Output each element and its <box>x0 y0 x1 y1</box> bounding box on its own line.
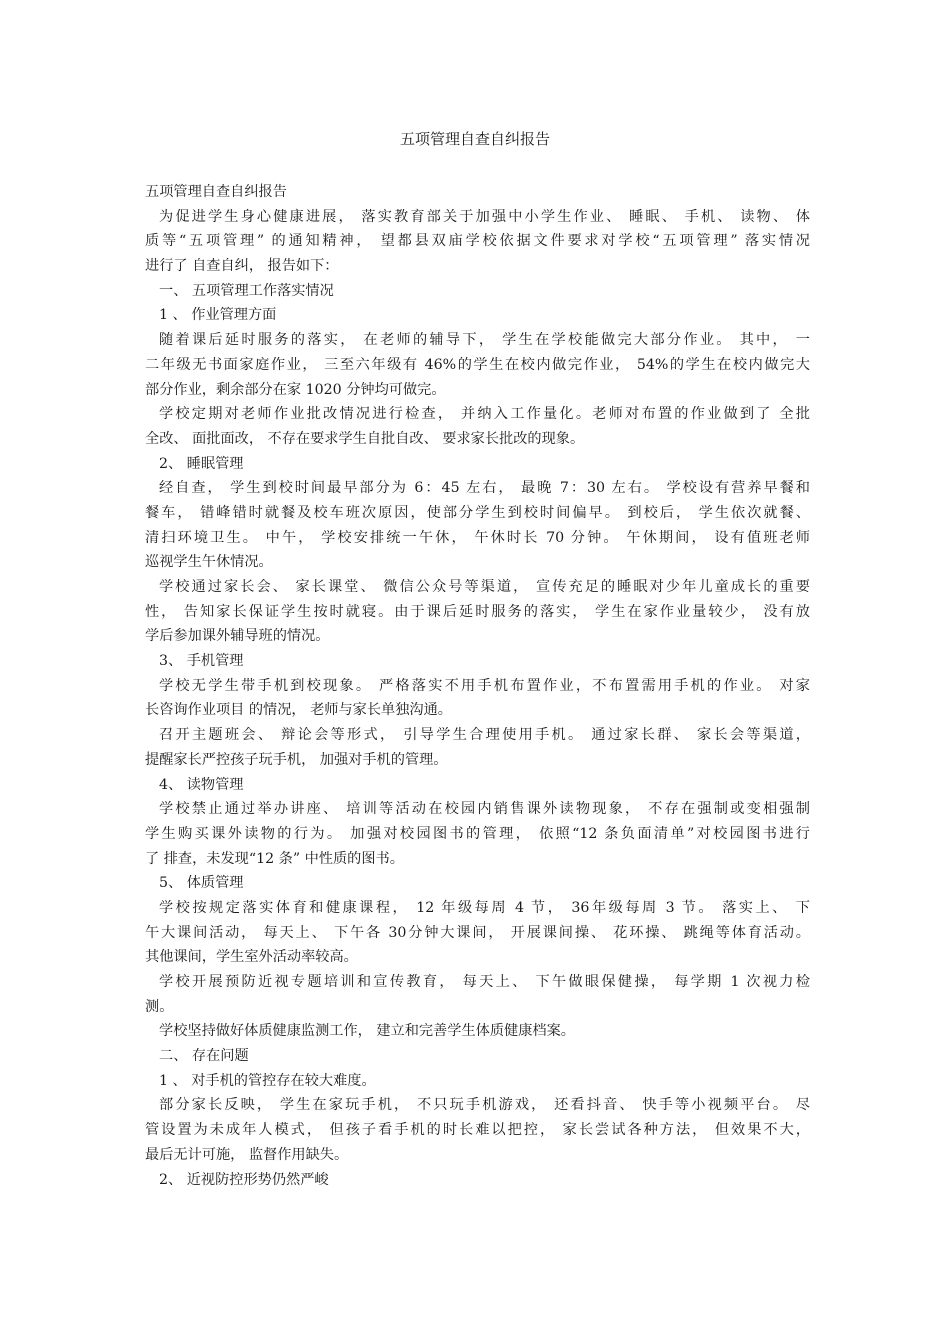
paragraph-line: 学校定期对老师作业批改情况进行检查， 并纳入工作量化。老师对布置的作业做到了 全批 <box>159 406 810 423</box>
paragraph-line: 午大课间活动， 每天上、 下午各 30分钟大课间， 开展课间操、 花环操、 跳绳等体育活动。 <box>145 924 810 941</box>
paragraph-line: 其他课间，学生室外活动率较高。 <box>145 949 358 966</box>
paragraph-line: 部分家长反映， 学生在家玩手机， 不只玩手机游戏， 还看抖音、 快手等小视频平台。 尽 <box>159 1097 810 1114</box>
paragraph-line: 学校开展预防近视专题培训和宣传教育， 每天上、 下午做眼保健操， 每学期 1 次视力检 <box>159 974 810 990</box>
paragraph-line: 学校按规定落实体育和健康课程， 12 年级每周 4 节， 36年级每周 3 节。 落实上、 下 <box>159 899 810 916</box>
paragraph-line: 为促进学生身心健康进展， 落实教育部关于加强中小学生作业、 睡眠、 手机、 读物、 体 <box>159 208 810 225</box>
subsection-heading: 3、 手机管理 <box>159 653 244 670</box>
paragraph-line: 进行了 自查自纠， 报告如下： <box>145 258 339 275</box>
paragraph-line: 最后无计可施， 监督作用缺失。 <box>145 1146 349 1163</box>
section-heading: 一、 五项管理工作落实情况 <box>159 282 334 299</box>
document-title: 五项管理自查自纠报告 <box>399 130 550 148</box>
paragraph-line: 提醒家长严控孩子玩手机， 加强对手机的管理。 <box>145 751 448 768</box>
subsection-heading: 1 、 作业管理方面 <box>159 307 277 324</box>
paragraph-line: 测。 <box>145 998 174 1015</box>
subsection-heading: 2、 睡眠管理 <box>159 455 244 472</box>
paragraph-line: 学后参加课外辅导班的情况。 <box>145 628 330 645</box>
paragraph-line: 召开主题班会、 辩论会等形式， 引导学生合理使用手机。 通过家长群、 家长会等渠道， <box>159 727 810 744</box>
paragraph-line: 全改、 面批面改， 不存在要求学生自批自改、 要求家长批改的现象。 <box>145 430 585 447</box>
paragraph-line: 巡视学生午休情况。 <box>145 554 273 571</box>
subsection-heading: 5、 体质管理 <box>159 875 244 892</box>
subsection-heading: 2、 近视防控形势仍然严峻 <box>159 1171 329 1188</box>
paragraph-line: 学校禁止通过举办讲座、 培训等活动在校园内销售课外读物现象， 不存在强制或变相强制 <box>159 801 810 818</box>
paragraph-line: 质等“五项管理” 的通知精神， 望都县双庙学校依据文件要求对学校“五项管理” 落实情况 <box>145 233 810 250</box>
subsection-heading: 1 、 对手机的管控存在较大难度。 <box>159 1072 376 1089</box>
paragraph-line: 长咨询作业项目 的情况， 老师与家长单独沟通。 <box>145 702 452 719</box>
paragraph-line: 随着课后延时服务的落实， 在老师的辅导下， 学生在学校能做完大部分作业。 其中， 一 <box>159 332 810 349</box>
section-heading: 二、 存在问题 <box>159 1048 249 1065</box>
document-body <box>145 180 810 1192</box>
paragraph-line: 管设置为未成年人模式， 但孩子看手机的时长难以把控， 家长尝试各种方法， 但效果不大， <box>145 1122 810 1139</box>
paragraph-line: 餐车， 错峰错时就餐及校车班次原因，使部分学生到校时间偏早。 到校后， 学生依次就餐、 <box>145 504 810 521</box>
paragraph-line: 了 排查，未发现“12 条” 中性质的图书。 <box>145 850 404 867</box>
paragraph-line: 性， 告知家长保证学生按时就寝。由于课后延时服务的落实， 学生在家作业量较少， 没有放 <box>145 603 810 620</box>
paragraph-line: 学校无学生带手机到校现象。 严格落实不用手机布置作业，不布置需用手机的作业。 对家 <box>159 677 810 694</box>
subsection-heading: 4、 读物管理 <box>159 776 244 793</box>
paragraph-line: 清扫环境卫生。 中午， 学校安排统一午休， 午休时长 70 分钟。 午休期间， 设有值班老师 <box>145 529 810 546</box>
subtitle-line: 五项管理自查自纠报告 <box>145 184 287 200</box>
paragraph-line: 二年级无书面家庭作业， 三至六年级有 46%的学生在校内做完作业， 54%的学生在校内做完大 <box>145 356 810 373</box>
paragraph-line: 经自查， 学生到校时间最早部分为 6：45 左右， 最晚 7：30 左右。 学校设有营养早餐和 <box>159 480 810 497</box>
paragraph-line: 部分作业，剩余部分在家 1020 分钟均可做完。 <box>145 381 446 398</box>
paragraph-line: 学生购买课外读物的行为。 加强对校园图书的管理， 依照“12 条负面清单”对校园图书进行 <box>145 825 810 842</box>
paragraph-line: 学校坚持做好体质健康监测工作， 建立和完善学生体质健康档案。 <box>159 1023 575 1040</box>
paragraph-line: 学校通过家长会、 家长课堂、 微信公众号等渠道， 宣传充足的睡眠对少年儿童成长的重要 <box>159 579 810 595</box>
